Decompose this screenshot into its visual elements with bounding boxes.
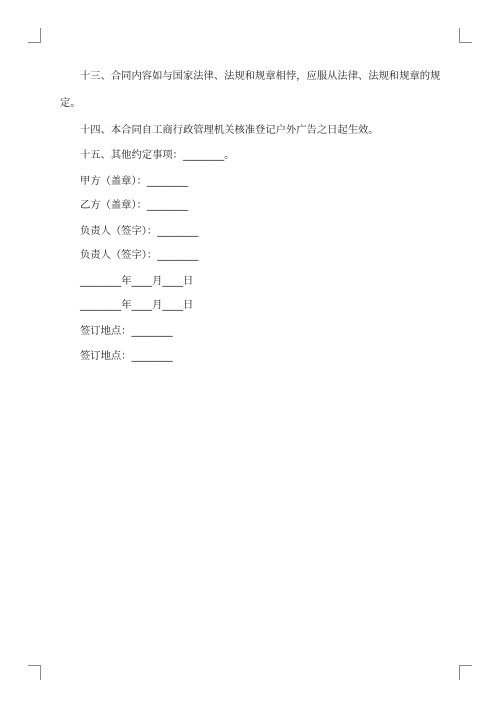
signing-date-1: ________年____月____日 <box>80 275 194 287</box>
party-a-seal: 甲方（盖章）：________ <box>80 175 189 187</box>
signing-place-2: 签订地点：________ <box>80 350 173 362</box>
clause-13-line-2: 定。 <box>60 97 81 109</box>
clause-14: 十四、本合同自工商行政管理机关核准登记户外广告之日起生效。 <box>80 124 379 136</box>
crop-mark-bottom-right <box>459 665 472 680</box>
crop-mark-top-right <box>459 28 472 43</box>
representative-signature-2: 负责人（签字）：________ <box>80 249 199 261</box>
party-b-seal: 乙方（盖章）：________ <box>80 199 189 211</box>
crop-mark-bottom-left <box>28 665 41 680</box>
clause-15: 十五、其他约定事项：________。 <box>80 149 235 161</box>
signing-place-1: 签订地点：________ <box>80 325 173 337</box>
crop-mark-top-left <box>28 28 41 43</box>
signing-date-2: ________年____月____日 <box>80 299 194 311</box>
representative-signature-1: 负责人（签字）：________ <box>80 225 199 237</box>
clause-13-line-1: 十三、合同内容如与国家法律、法规和规章相悖，应服从法律、法规和规章的规 <box>80 70 441 82</box>
